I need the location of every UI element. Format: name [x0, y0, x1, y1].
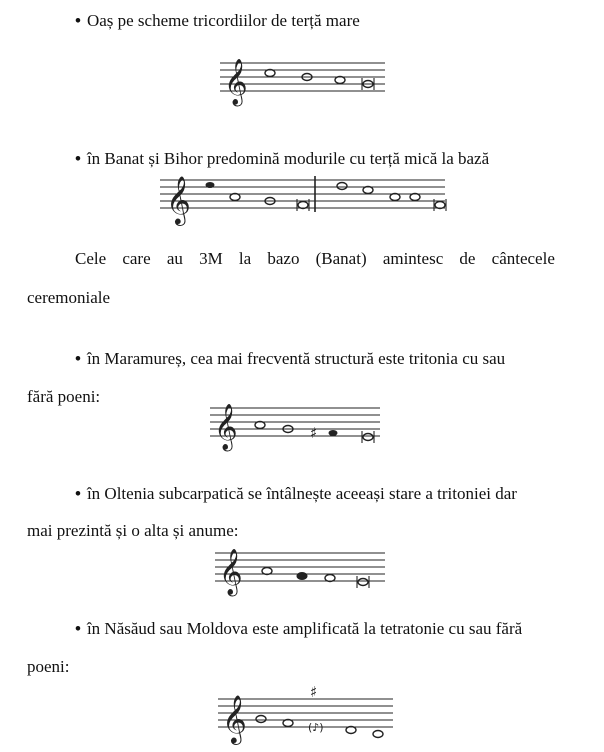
note: [335, 77, 345, 84]
staff-1: [220, 55, 385, 105]
bullet-icon: •: [75, 484, 81, 503]
note: [265, 70, 275, 77]
paragraph-line-2: ceremoniale: [27, 288, 111, 307]
treble-clef-icon: 𝄞: [219, 549, 243, 595]
bullet-item-2: [75, 150, 489, 167]
bullet-item-5: [75, 620, 522, 637]
note: [297, 573, 307, 580]
staff-5: [218, 683, 393, 745]
bullet-icon: •: [75, 349, 81, 368]
item-3-continuation: fără poeni:: [27, 387, 101, 406]
item-1-text: Oaș pe scheme tricordiilor de terță mare: [86, 11, 360, 30]
note: [337, 183, 347, 190]
note: [329, 431, 337, 436]
bullet-icon: •: [75, 149, 81, 168]
treble-clef-icon: 𝄞: [222, 694, 247, 743]
item-4-text: în Oltenia subcarpatică se întâlnește aceeași stare a tritoniei dar: [86, 484, 517, 503]
staff-3: [210, 400, 380, 450]
bullet-icon: •: [75, 619, 81, 638]
staff-2: [160, 172, 445, 227]
item-5-text: în Năsăud sau Moldova este amplificată la tetratonie cu sau fără: [86, 619, 523, 638]
bullet-icon: •: [75, 11, 81, 30]
bullet-item-1: [75, 12, 360, 29]
note: [390, 194, 400, 201]
final-note: [373, 731, 383, 738]
item-2-text: în Banat și Bihor predomină modurile cu terță mică la bază: [86, 149, 490, 168]
note: [256, 716, 266, 723]
bullet-item-4: [75, 485, 517, 502]
note: [230, 194, 240, 201]
optional-note: (♪): [308, 721, 324, 734]
treble-clef-icon: 𝄞: [214, 404, 238, 450]
item-4-continuation: mai prezintă și o alta și anume:: [27, 521, 239, 540]
sharp-icon: ♯: [310, 424, 318, 442]
item-3-text: în Maramureș, cea mai frecventă structură este tritonia cu sau: [86, 349, 506, 368]
treble-clef-icon: 𝄞: [166, 175, 191, 224]
final-note: [363, 434, 373, 441]
note: [363, 187, 373, 194]
treble-clef-icon: 𝄞: [224, 59, 248, 105]
bullet-item-3: [75, 350, 505, 367]
staff-4: [215, 545, 385, 595]
sharp-icon: ♯: [310, 683, 318, 701]
final-note: [435, 202, 445, 209]
final-note: [298, 202, 308, 209]
note: [410, 194, 420, 201]
item-5-continuation: poeni:: [27, 657, 70, 676]
paragraph-line-1: Cele care au 3M la bazo (Banat) amintesc de cântecele: [75, 249, 555, 268]
note: [206, 183, 214, 188]
final-note: [358, 579, 368, 586]
